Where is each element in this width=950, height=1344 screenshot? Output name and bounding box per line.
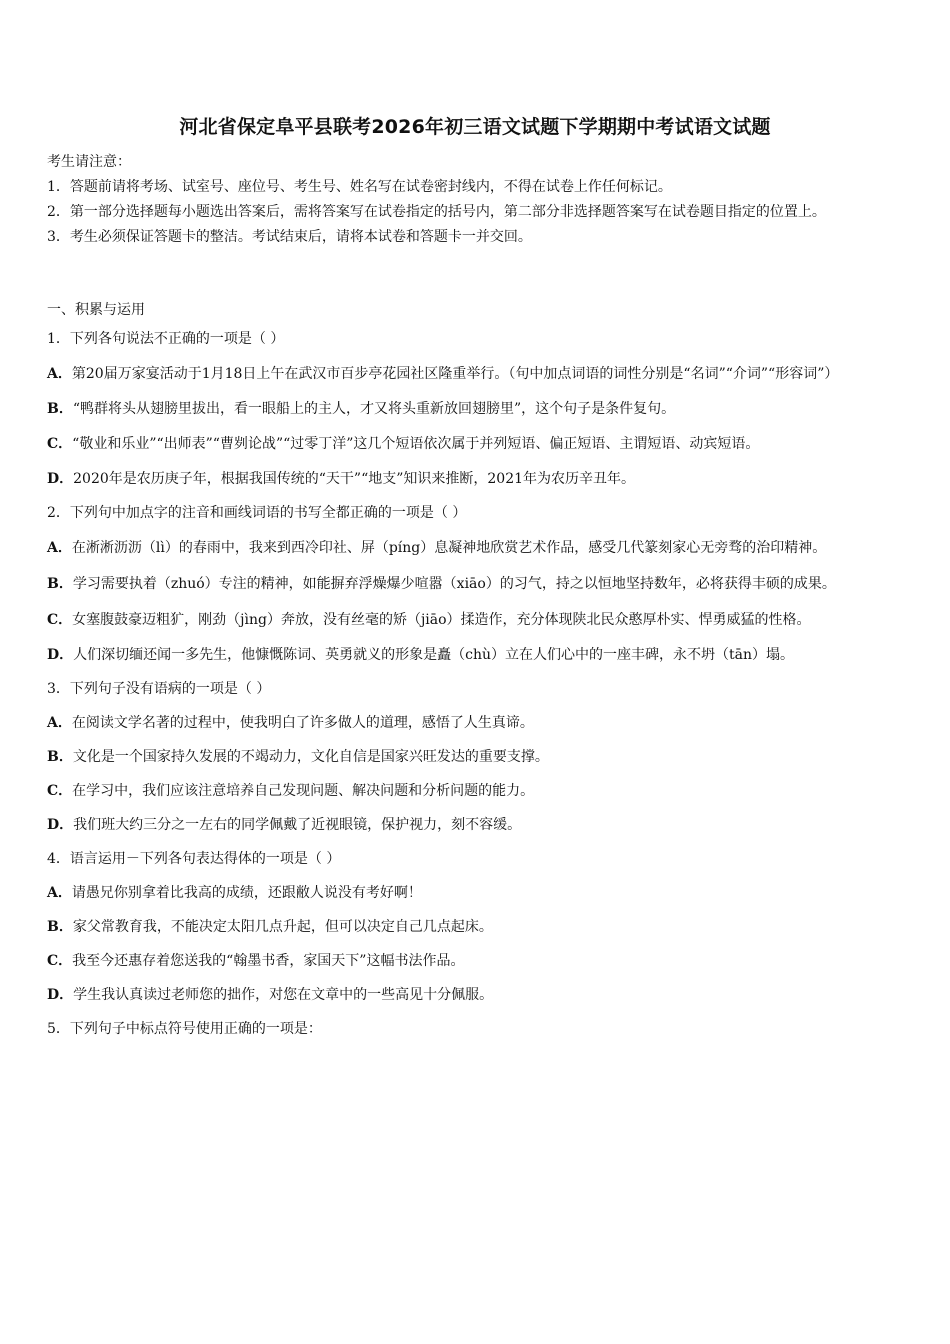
option-text: 学习需要执着（zhuó）专注的精神，如能摒弃浮燥爆少喧嚣（xiāo）的习气，持之以恒地坚持数年，必将获得丰硕的成果。 (72, 576, 836, 592)
question-stem: 5．下列句子中标点符号使用正确的一项是： (47, 1021, 322, 1037)
option-letter: C． (47, 436, 73, 452)
question-stem: 3．下列句子没有语病的一项是（ ） (47, 681, 271, 697)
notice-block (47, 150, 907, 250)
option-letter: A． (47, 715, 72, 731)
option-letter: D． (47, 647, 74, 663)
page-title: 河北省保定阜平县联考2026年初三语文试题下学期期中考试语文试题 (179, 116, 771, 138)
question-option (47, 356, 907, 392)
notice-item: 3．考生必须保证答题卡的整洁。考试结束后，请将本试卷和答题卡一并交回。 (47, 229, 532, 245)
option-text: 学生我认真读过老师您的拙作，对您在文章中的一些高见十分佩服。 (73, 987, 494, 1003)
option-letter: C． (47, 612, 73, 628)
question-option (47, 706, 907, 740)
question-option (47, 978, 907, 1012)
question-option (47, 774, 907, 808)
question-option (47, 566, 907, 602)
option-letter: D． (47, 471, 74, 487)
option-letter: C． (47, 783, 73, 799)
section-title: 一、积累与运用 (47, 302, 145, 318)
question-option (47, 602, 907, 638)
option-letter: C． (47, 953, 73, 969)
option-text: 我至今还惠存着您送我的“翰墨书香，家国天下”这幅书法作品。 (72, 953, 465, 969)
question-option (47, 740, 907, 774)
option-letter: B． (47, 401, 73, 417)
option-text: 家父常教育我，不能决定太阳几点升起，但可以决定自己几点起床。 (72, 919, 493, 935)
option-text: 文化是一个国家持久发展的不竭动力，文化自信是国家兴旺发达的重要支撑。 (72, 749, 549, 765)
option-letter: B． (47, 576, 73, 592)
option-text: 第20届万家宴活动于1月18日上午在武汉市百步亭花园社区隆重举行。（句中加点词语的词性分别是“名词”“介词”“形容词”） (71, 366, 839, 382)
option-letter: A． (47, 366, 72, 382)
notice-item: 2．第一部分选择题每小题选出答案后，需将答案写在试卷指定的括号内，第二部分非选择题答案写在试卷题目指定的位置上。 (47, 204, 826, 220)
question-stem: 1．下列各句说法不正确的一项是（ ） (47, 331, 285, 347)
option-text: “敬业和乐业”“出师表”“曹刿论战”“过零丁洋”这几个短语依次属于并列短语、偏正短语、主谓短语、动宾短语。 (72, 436, 760, 452)
option-letter: B． (47, 749, 73, 765)
notice-heading: 考生请注意： (47, 154, 131, 170)
option-text: 请愚兄你别拿着比我高的成绩，还跟敝人说没有考好啊！ (71, 885, 422, 901)
option-text: 女塞腹鼓豪迈粗犷，刚劲（jìng）奔放，没有丝毫的矫（jiāo）揉造作，充分体现陕北民众憨厚朴实、悍勇威猛的性格。 (72, 612, 811, 628)
option-text: 在学习中，我们应该注意培养自己发现问题、解决问题和分析问题的能力。 (72, 783, 535, 799)
option-text: 我们班大约三分之一左右的同学佩戴了近视眼镜，保护视力，刻不容缓。 (73, 817, 522, 833)
question-option (47, 426, 907, 462)
option-letter: A． (47, 540, 72, 556)
option-text: 人们深切缅还闻一多先生，他慷慨陈词、英勇就义的形象是矗（chù）立在人们心中的一座丰碑，永不坍（tān）塌。 (73, 647, 795, 663)
question-option (47, 808, 907, 842)
option-text: “鸭群将头从翅膀里拔出，看一眼船上的主人，才又将头重新放回翅膀里”，这个句子是条件复句。 (72, 401, 676, 417)
question-option (47, 462, 907, 496)
question-option (47, 910, 907, 944)
option-letter: D． (47, 817, 74, 833)
option-text: 在阅读文学名著的过程中，使我明白了许多做人的道理，感悟了人生真谛。 (71, 715, 534, 731)
question-stem: 4．语言运用－下列各句表达得体的一项是（ ） (47, 851, 341, 867)
question-option (47, 392, 907, 426)
question-option (47, 638, 907, 672)
option-letter: D． (47, 987, 74, 1003)
question-stem: 2．下列句中加点字的注音和画线词语的书写全都正确的一项是（ ） (47, 505, 467, 521)
option-text: 在淅淅沥沥（lì）的春雨中，我来到西冷印社、屏（píng）息凝神地欣赏艺术作品，感受几代篆刻家心无旁骛的治印精神。 (71, 540, 827, 556)
option-letter: B． (47, 919, 73, 935)
question-option (47, 530, 907, 566)
option-text: 2020年是农历庚子年，根据我国传统的“天干”“地支”知识来推断，2021年为农历辛丑年。 (73, 471, 636, 487)
question-option (47, 944, 907, 978)
option-letter: A． (47, 885, 72, 901)
questions-list (47, 322, 907, 1046)
section-header (47, 298, 907, 323)
notice-item: 1．答题前请将考场、试室号、座位号、考生号、姓名写在试卷密封线内，不得在试卷上作任何标记。 (47, 179, 672, 195)
question-option (47, 876, 907, 910)
